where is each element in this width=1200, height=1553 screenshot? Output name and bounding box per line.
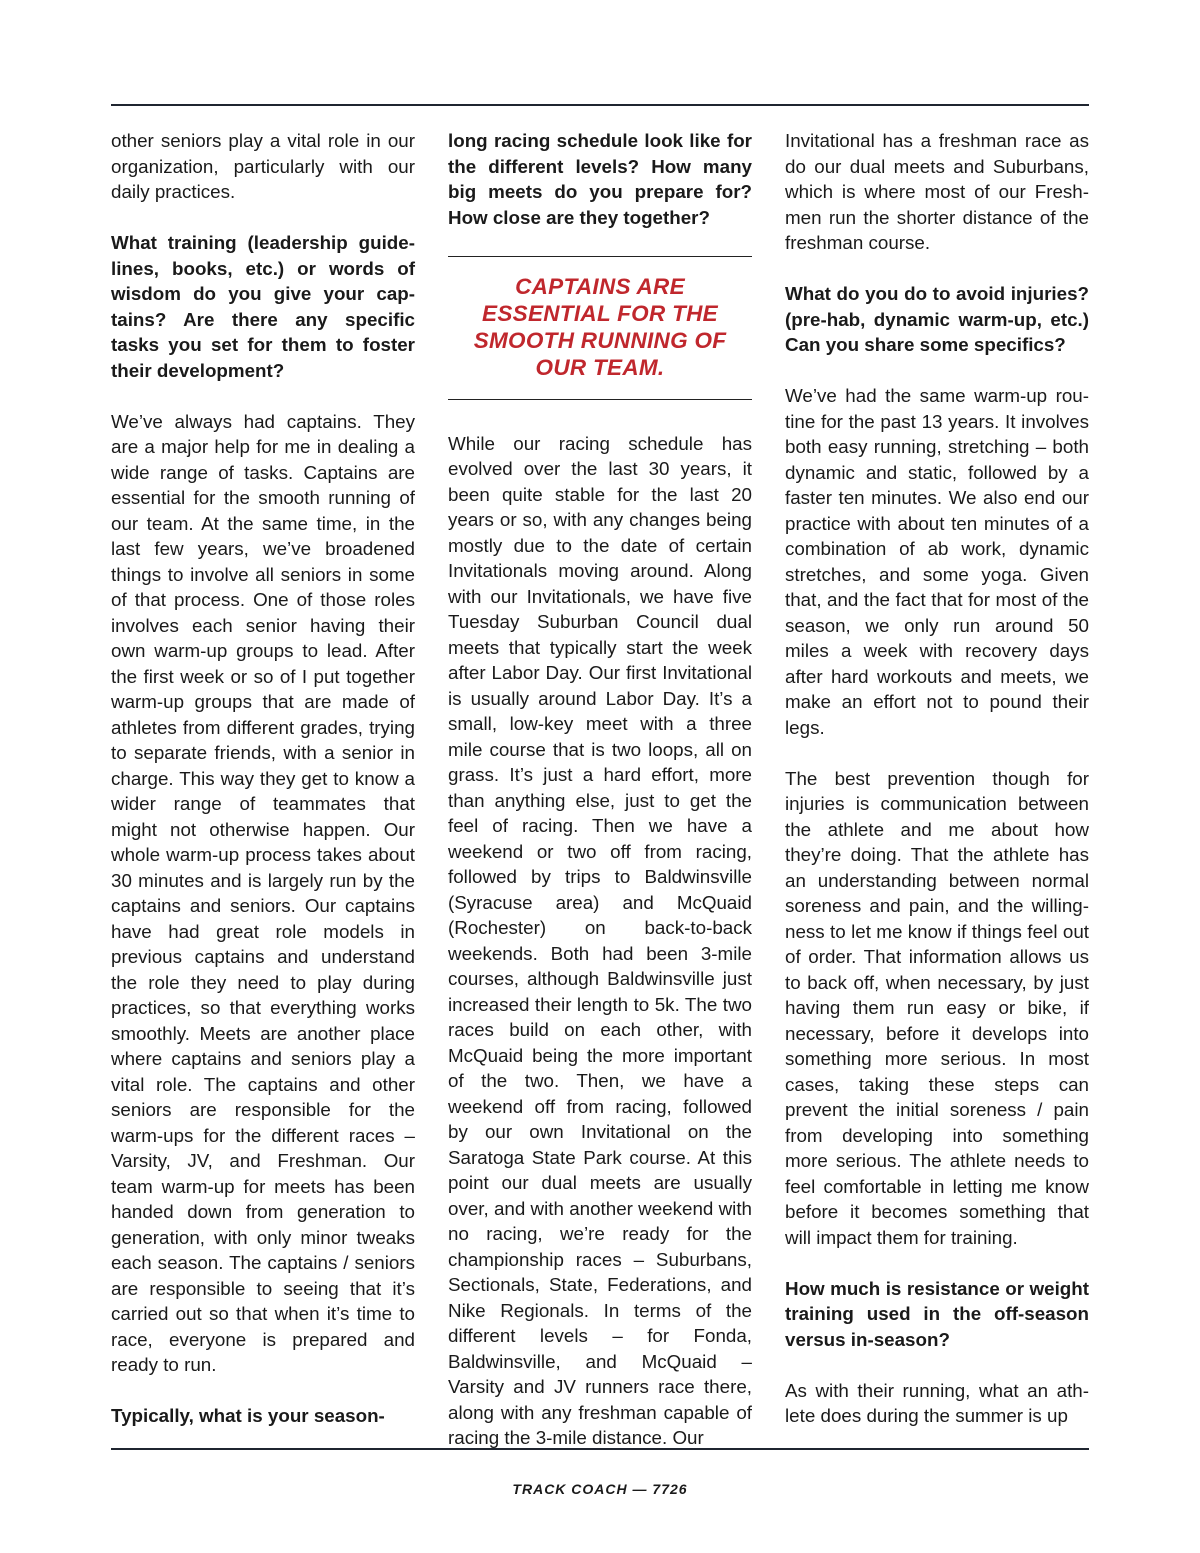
interview-question: How much is resistance or weight training used in the off-season versus in-season? — [785, 1277, 1089, 1350]
column-1 — [111, 128, 415, 1429]
interview-question: What training (leadership guidelines, books, etc.) or words of wisdom do you give your captains? Are there any specific tasks you set for them to foster their development? — [111, 232, 415, 381]
interview-question-continued: long racing schedule look like for the different levels? How many big meets do you prepare for? How close are they together? — [448, 130, 752, 228]
paragraph: We’ve always had captains. They are a major help for me in dealing a wide range of tasks. Captains are essential for the smooth running of our team. At the same time, in the last few years, we’ve broadened things to involve all seniors in some of that process. One of those roles involves each senior having their own warm-up groups to lead. After the first week or so of I put together warm-up groups that are made of athletes from different grades, trying to separate friends, with a senior in charge. This way they get to know a wider range of teammates that might not otherwise happen. Our whole warm-up process takes about 30 minutes and is largely run by the captains and seniors. Our captains have had great role models in previous captains and understand the role they need to play during practices, so that everything works smoothly. Meets are another place where captains and seniors play a vital role. The captains and other seniors are responsible for the warm-ups for the different races – Varsity, JV, and Freshman. Our team warm-up for meets has been handed down from generation to generation, with only minor tweaks each season. The captains / seniors are responsible to seeing that it’s carried out so that when it’s time to race, everyone is prepared and ready to run. — [111, 410, 415, 1375]
page-footer: TRACK COACH — 7726 — [512, 1481, 688, 1497]
paragraph: We’ve had the same warm-up routine for the past 13 years. It involves both easy running, stretching – both dynamic and static, followed by a faster ten minutes. We also end our practice with about ten minutes of a combination of ab work, dynamic stretches, and some yoga. Given that, and the fact that for most of the season, we only run around 50 miles a week with recovery days after hard workouts and meets, we make an effort not to pound their legs. — [785, 385, 1089, 738]
bottom-rule — [111, 1448, 1089, 1450]
pull-quote: CAPTAINS ARE ESSENTIAL FOR THE SMOOTH RUNNING OF OUR TEAM. — [448, 256, 752, 400]
top-rule — [111, 104, 1089, 106]
paragraph: Invitational has a freshman race as do our dual meets and Suburbans, which is where most of our Freshmen run the shorter distance of the freshman course. — [785, 130, 1089, 253]
paragraph: While our racing schedule has evolved over the last 30 years, it been quite stable for the last 20 years or so, with any changes being mostly due to the date of certain Invitationals moving around. Along with our Invitationals, we have five Tuesday Suburban Council dual meets that typically start the week after Labor Day. Our first Invitational is usually around Labor Day. It’s a small, low-key meet with a three mile course that is two loops, all on grass. It’s just a hard effort, more than anything else, just to get the feel of racing. Then we have a weekend or two off from racing, followed by trips to Baldwinsville (Syracuse area) and McQuaid (Rochester) on back-to-back weekends. Both had been 3-mile courses, although Baldwinsville just increased their length to 5k. The two races build on each other, with McQuaid being the more important of the two. Then, we have a weekend off from racing, followed by our own Invitational on the Saratoga State Park course. At this point our dual meets are usually over, and with another weekend with no racing, we’re ready for the championship races – Suburbans, Sectionals, State, Federations, and Nike Regionals. In terms of the different levels – for Fonda, Baldwinsville, and McQuaid – Varsity and JV runners race there, along with any freshman capable of racing the 3-mile distance. Our — [448, 432, 752, 1448]
column-2 — [448, 128, 752, 1451]
paragraph: The best prevention though for injuries is communication between the athlete and me about how they’re doing. That the athlete has an understanding between normal soreness and pain, and the willingness to let me know if things feel out of order. That information allows us to back off, when necessary, by just having them run easy or bike, if necessary, before it develops into something more serious. In most cases, taking these steps can prevent the initial soreness / pain from developing into something more serious. The athlete needs to feel comfortable in letting me know before it becomes something that will impact them for training. — [785, 767, 1089, 1248]
interview-question: What do you do to avoid injuries? (pre-hab, dynamic warm-up, etc.) Can you share some specifics? — [785, 283, 1089, 355]
paragraph: other seniors play a vital role in our organization, particularly with our daily practices. — [111, 130, 415, 202]
paragraph: As with their running, what an athlete does during the summer is up — [785, 1379, 1089, 1426]
column-3 — [785, 128, 1089, 1429]
interview-question: Typically, what is your season- — [111, 1405, 385, 1426]
